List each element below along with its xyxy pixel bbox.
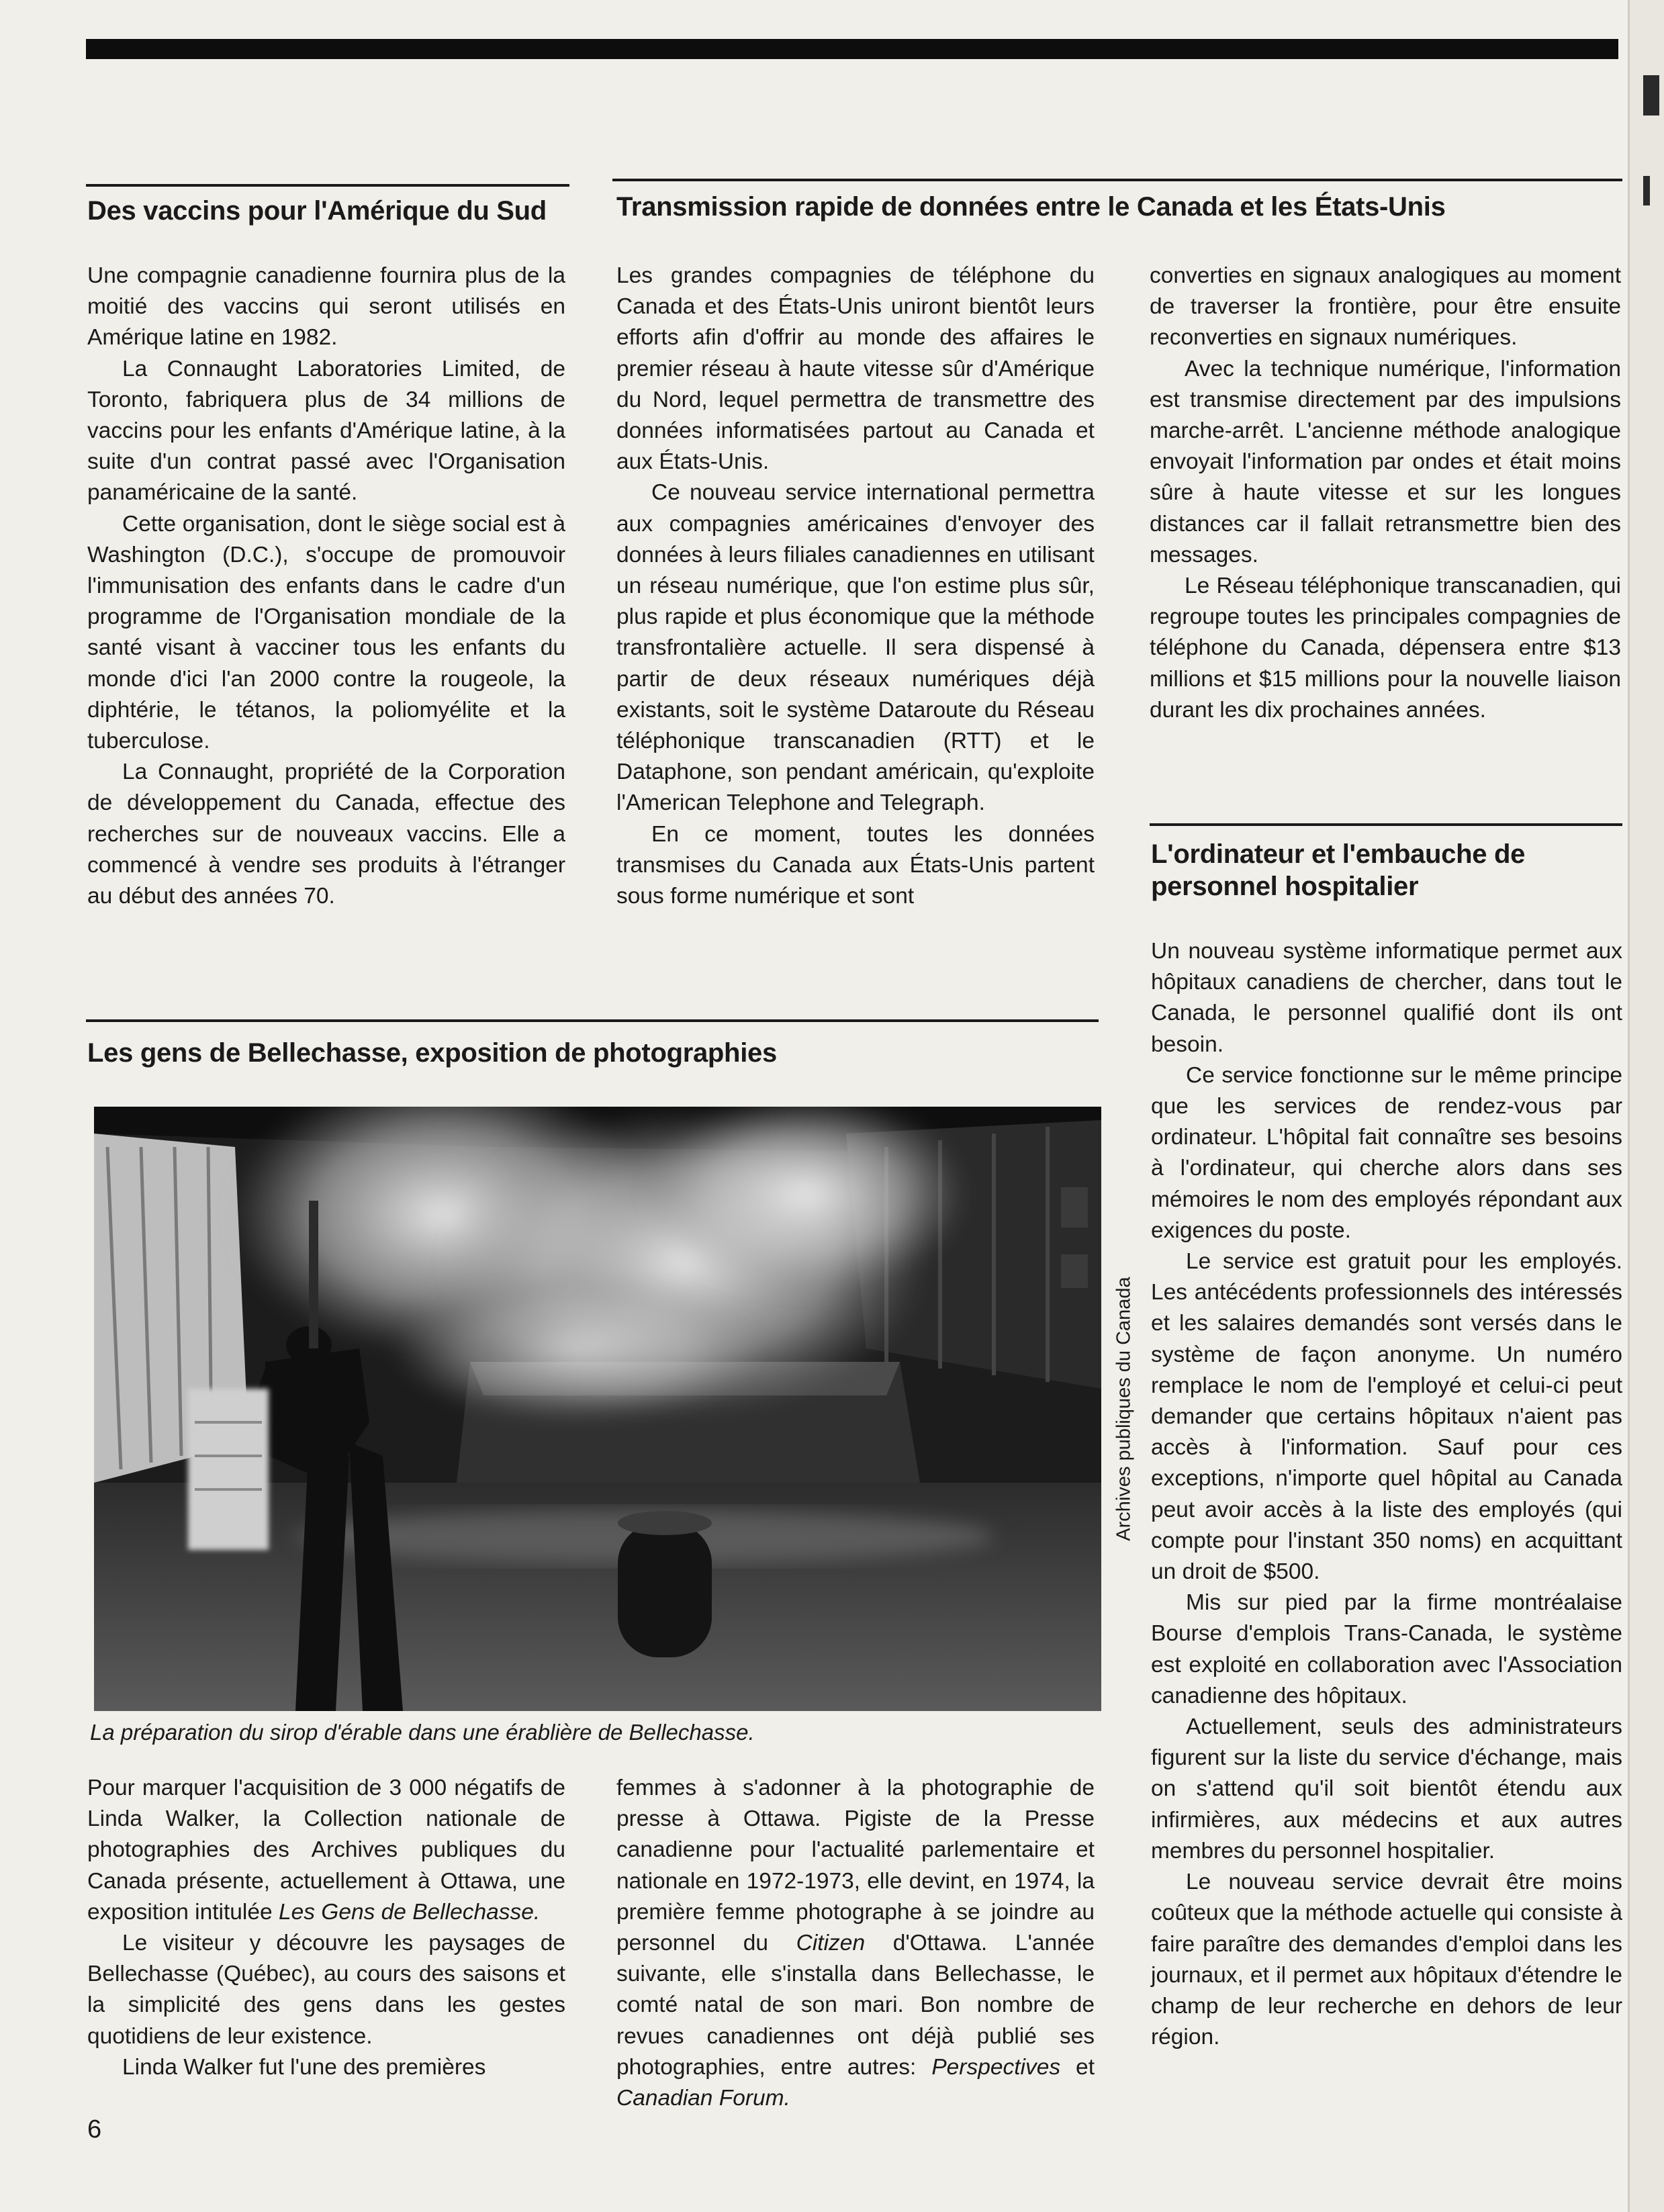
- ordinateur-paragraph: Mis sur pied par la firme montréalaise Bourse d'emplois Trans-Canada, le système est exploité en collaboration avec l'Association canadienne des hôpitaux.: [1151, 1590, 1622, 1708]
- paragraph-text: et: [1060, 2054, 1095, 2080]
- photo-credit-text: Archives publiques du Canada: [1113, 1277, 1135, 1541]
- vaccins-paragraph: Cette organisation, dont le siège social est à Washington (D.C.), s'occupe de promouvoir l'immunisation des enfants dans le cadre d'un programme de l'Organisation mondiale de la santé visant à vacciner tous les enfants du monde d'ici l'an 2000 contre la rougeole, la diphtérie, le tétanos, la poliomyélite et la tuberculose.: [87, 511, 565, 754]
- rule-transmission: [612, 179, 1622, 181]
- vaccins-title: Des vaccins pour l'Amérique du Sud: [87, 196, 547, 226]
- paragraph-text: d'Ottawa. L'année suivante, elle s'installa dans Bellechasse, le comté natal de son mari. Bon nombre de revues canadiennes ont déjà publié ses photographies, entre autres:: [616, 1931, 1095, 2080]
- transmission-paragraph: Ce nouveau service international permettra aux compagnies américaines d'envoyer des données à leurs filiales canadiennes en utilisant un réseau numérique, que l'on estime plus sûr, plus rapide et plus économique que la méthode transfrontalière actuelle. Il sera dispensé à partir de deux réseaux numériques déjà existants, soit le système Dataroute du Réseau téléphonique transcanadien (RTT) et le Dataphone, son pendant américain, qu'exploite l'American Telephone and Telegraph.: [616, 480, 1095, 816]
- rule-bellechasse: [86, 1019, 1099, 1022]
- vaccins-paragraph: La Connaught, propriété de la Corporation de développement du Canada, effectue des recherches sur de nouveaux vaccins. Elle a commencé à vendre ses produits à l'étranger au début des années 70.: [87, 759, 565, 909]
- bellechasse-paragraph: [87, 1773, 565, 1928]
- top-bar: [86, 39, 1618, 59]
- newspaper-title: Citizen: [796, 1931, 866, 1956]
- maple-syrup-photo: [94, 1107, 1101, 1711]
- bellechasse-column-1: [87, 1773, 565, 2083]
- paragraph-text: femmes à s'adonner à la photographie de presse à Ottawa. Pigiste de la Presse canadienne pour l'actualité parlementaire et nationale en 1972-1973, elle devint, en 1974, la première femme photographe à se joindre au personnel du: [616, 1776, 1095, 1956]
- edge-mark: [1643, 75, 1659, 116]
- magazine-title: Canadian Forum.: [616, 2086, 790, 2111]
- vaccins-paragraph: Une compagnie canadienne fournira plus de la moitié des vaccins qui seront utilisés en Amérique latine en 1982.: [87, 263, 565, 351]
- bellechasse-paragraph: Linda Walker fut l'une des premières: [122, 2054, 486, 2080]
- ordinateur-paragraph: Ce service fonctionne sur le même principe que les services de rendez-vous par ordinateur. L'hôpital fait connaître ses besoins à l'ordinateur, qui cherche alors dans ses mémoires le nom des employés répondant aux exigences du poste.: [1151, 1062, 1622, 1243]
- vaccins-column: [87, 261, 565, 912]
- transmission-column-2: [1150, 261, 1621, 726]
- vaccins-paragraph: La Connaught Laboratories Limited, de Toronto, fabriquera plus de 34 millions de vaccins pour les enfants d'Amérique latine, à la suite d'un contrat passé avec l'Organisation panaméricaine de la santé.: [87, 356, 565, 506]
- transmission-paragraph: Les grandes compagnies de téléphone du Canada et des États-Unis uniront bientôt leurs efforts afin d'offrir au monde des affaires le premier réseau à haute vitesse sûr d'Amérique du Nord, lequel permettra de transmettre des données informatisées partout au Canada et aux États-Unis.: [616, 263, 1095, 475]
- rule-ordinateur: [1150, 823, 1622, 826]
- photo-credit: [1108, 1107, 1140, 1711]
- paragraph-text: Pour marquer l'acquisition de 3 000 négatifs de Linda Walker, la Collection nationale de photographies des Archives publiques du Canada présente, actuellement à Ottawa, une exposition intitulée: [87, 1776, 565, 1925]
- bellechasse-paragraph: [616, 1773, 1095, 2114]
- ordinateur-paragraph: Le service est gratuit pour les employés. Les antécédents professionnels des intéressés et les salaires demandés sont versés dans le système de façon anonyme. Un numéro remplace le nom de l'employé et celui-ci peut demander que certains hôpitaux n'aient pas accès à l'information. Sauf pour ces exceptions, n'importe quel hôpital au Canada peut avoir accès à la liste des employés (qui compte pour l'instant 350 noms) en acquittant un droit de $500.: [1151, 1249, 1622, 1585]
- transmission-paragraph: Le Réseau téléphonique transcanadien, qui regroupe toutes les principales compagnies de téléphone du Canada, dépensera entre $13 millions et $15 millions pour la nouvelle liaison durant les dix prochaines années.: [1150, 573, 1621, 723]
- bellechasse-column-2: [616, 1773, 1095, 2114]
- rule-vaccins: [86, 184, 569, 187]
- ordinateur-title: L'ordinateur et l'embauche de personnel hospitalier: [1151, 839, 1526, 901]
- bellechasse-title: Les gens de Bellechasse, exposition de photographies: [87, 1038, 777, 1068]
- photo-caption: La préparation du sirop d'érable dans une érablière de Bellechasse.: [90, 1720, 755, 1745]
- exhibition-title: Les Gens de Bellechasse.: [278, 1899, 541, 1925]
- edge-mark: [1643, 176, 1650, 205]
- ordinateur-column: [1151, 936, 1622, 2053]
- transmission-paragraph: Avec la technique numérique, l'information est transmise directement par des impulsions marche-arrêt. L'ancienne méthode analogique envoyait l'information par ondes et était moins sûre à haute vitesse et sur les longues distances car il fallait retransmettre bien des messages.: [1150, 356, 1621, 567]
- page-number: 6: [87, 2115, 102, 2144]
- transmission-paragraph: En ce moment, toutes les données transmises du Canada aux États-Unis partent sous forme numérique et sont: [616, 821, 1095, 909]
- transmission-column-1: [616, 261, 1095, 912]
- ordinateur-paragraph: Actuellement, seuls des administrateurs figurent sur la liste du service d'échange, mais on s'attend qu'il soit bientôt étendu aux infirmières, aux médecins et aux autres membres du personnel hospitalier.: [1151, 1714, 1622, 1863]
- bellechasse-paragraph: Le visiteur y découvre les paysages de Bellechasse (Québec), au cours des saisons et la simplicité des gens dans les gestes quotidiens de leur existence.: [87, 1931, 565, 2049]
- next-page-edge: [1628, 0, 1664, 2212]
- magazine-title: Perspectives: [931, 2054, 1061, 2080]
- transmission-paragraph: converties en signaux analogiques au moment de traverser la frontière, pour être ensuite reconverties en signaux numériques.: [1150, 263, 1621, 351]
- ordinateur-paragraph: Le nouveau service devrait être moins coûteux que la méthode actuelle qui consiste à faire paraître des demandes d'emploi dans les journaux, et il permet aux hôpitaux d'étendre le champ de leur recherche en dehors de leur région.: [1151, 1870, 1622, 2050]
- transmission-title: Transmission rapide de données entre le Canada et les États-Unis: [616, 192, 1446, 222]
- ordinateur-paragraph: Un nouveau système informatique permet aux hôpitaux canadiens de chercher, dans tout le Canada, le personnel qualifié dont ils ont besoin.: [1151, 939, 1622, 1057]
